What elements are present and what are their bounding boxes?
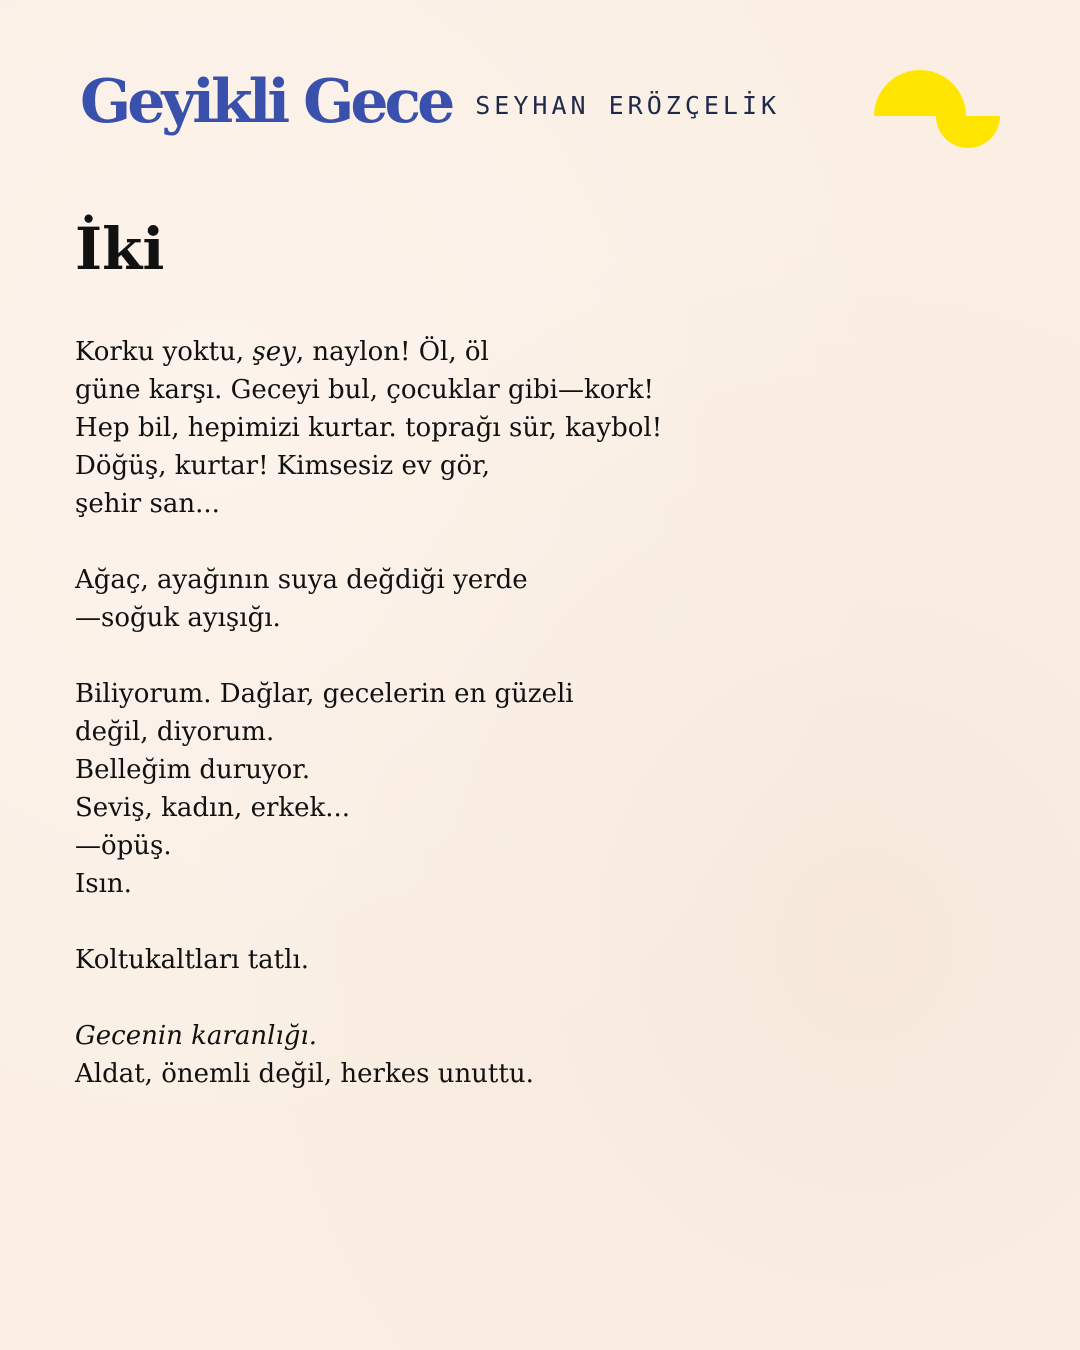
author-name: SEYHAN ERÖZÇELİK (475, 90, 781, 120)
line-text: , naylon! Öl, öl (295, 337, 489, 367)
poem-line: güne karşı. Geceyi bul, çocuklar gibi—kork! (75, 375, 655, 405)
poem-line: Döğüş, kurtar! Kimsesiz ev gör, (75, 451, 490, 481)
poem-line: Aldat, önemli değil, herkes unuttu. (75, 1059, 534, 1089)
line-emphasis: Gecenin karanlığı. (75, 1021, 317, 1051)
brand-logo-text: Geyikli Gece (80, 67, 452, 137)
poem-line: Belleğim duruyor. (75, 755, 311, 785)
poem-line: —soğuk ayışığı. (75, 603, 281, 633)
poem-line (75, 1017, 975, 1055)
poem-line: Seviş, kadın, erkek... (75, 793, 351, 823)
poem-title: İki (75, 215, 165, 283)
poem-body (75, 333, 975, 1093)
poem-line: Koltukaltları tatlı. (75, 945, 310, 975)
half-moon-logo-icon (872, 68, 1002, 148)
poem-line (75, 333, 975, 371)
poem-line: Biliyorum. Dağlar, gecelerin en güzeli (75, 679, 574, 709)
stanza-4 (75, 941, 975, 979)
logo-top-half (874, 70, 966, 116)
stanza-2 (75, 561, 975, 637)
line-text: Korku yoktu, (75, 337, 253, 367)
poem-line: Ağaç, ayağının suya değdiği yerde (75, 565, 528, 595)
poem-line: Isın. (75, 869, 132, 899)
stanza-3 (75, 675, 975, 903)
line-emphasis: şey (252, 337, 296, 367)
stanza-1 (75, 333, 975, 523)
header (80, 62, 780, 142)
poem-line: şehir san... (75, 489, 220, 519)
poem-line: Hep bil, hepimizi kurtar. toprağı sür, kaybol! (75, 413, 663, 443)
poem-line: değil, diyorum. (75, 717, 275, 747)
stanza-5 (75, 1017, 975, 1093)
logo-bottom-half (936, 116, 1000, 148)
poem-line: —öpüş. (75, 831, 172, 861)
